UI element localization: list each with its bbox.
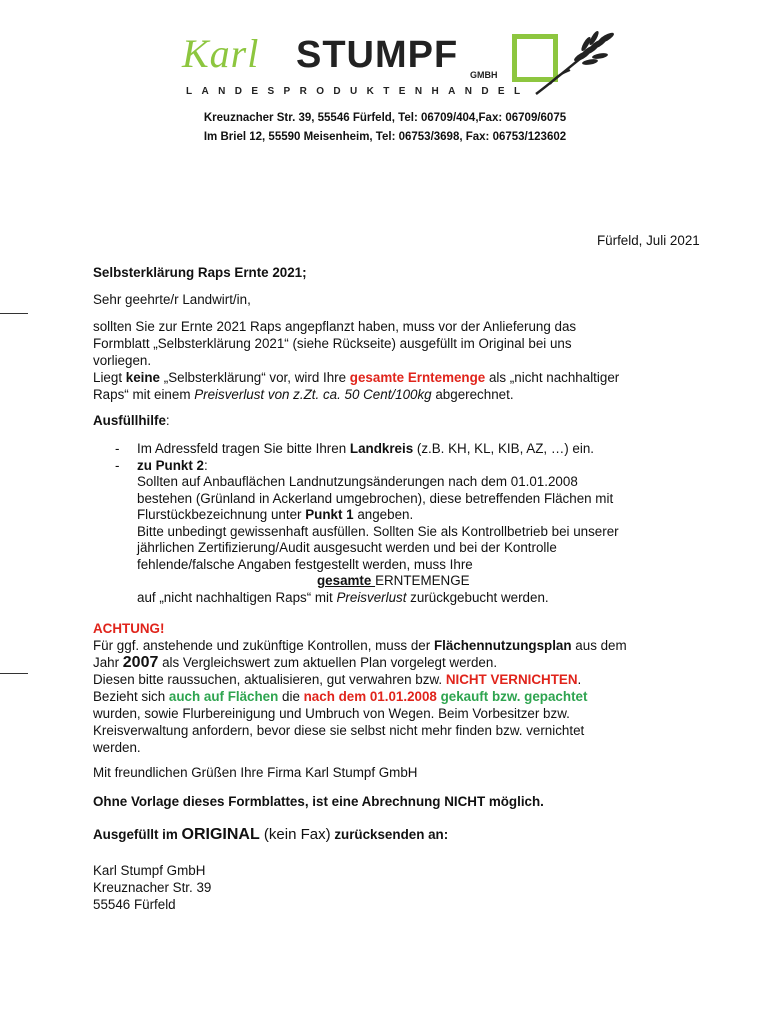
address-line-2: Im Briel 12, 55590 Meisenheim, Tel: 06753/3698, Fax: 06753/123602 [203,131,567,143]
letter-date: Fürfeld, Juli 2021 [597,233,700,248]
warning-line: Kreisverwaltung anfordern, bevor diese sie selbst nicht mehr finden bzw. vernichtet [93,723,585,738]
warning-title: ACHTUNG! [93,621,165,636]
notice-line: Ohne Vorlage dieses Formblattes, ist eine Abrechnung NICHT möglich. [93,794,544,809]
help-line: bestehen (Grünland in Ackerland umgebrochen), diese betreffenden Flächen mit [137,490,614,506]
warning-section [93,620,627,756]
recipient-name: Karl Stumpf GmbH [93,863,206,878]
warning-line: wurden, sowie Flurbereinigung und Umbruch von Wegen. Beim Vorbesitzer bzw. [93,706,570,721]
intro-line: Formblatt „Selbsterklärung 2021“ (siehe Rückseite) ausgefüllt im Original bei uns [93,336,572,351]
logo-script-text: Karl [182,31,260,76]
intro-line: Raps“ mit einem Preisverlust von z.Zt. ca. 50 Cent/100kg abgerechnet. [93,387,514,402]
help-bullet-2: - zu Punkt 2: [115,457,208,473]
bullet-dash: - [115,441,120,456]
intro-line: vorliegen. [93,353,152,368]
warning-line: werden. [93,740,141,755]
company-logo [180,22,640,102]
help-bullet-2-body [93,474,733,573]
intro-line: Liegt keine „Selbsterklärung“ vor, wird Ihre gesamte Erntemenge als „nicht nachhaltiger [93,370,620,385]
logo-wordmark: STUMPF [296,34,459,76]
help-list [93,441,733,606]
help-line-final: auf „nicht nachhaltigen Raps“ mit Preisverlust zurückgebucht werden. [137,589,549,605]
wheat-icon [530,26,620,98]
warning-line: Diesen bitte raussuchen, aktualisieren, gut verwahren bzw. NICHT VERNICHTEN. [93,672,582,687]
logo-gmbh: GMBH [470,70,498,80]
help-line: Flurstückbezeichnung unter Punkt 1 angeben. [137,507,414,522]
warning-line: Jahr 2007 als Vergleichswert zum aktuellen Plan vorgelegt werden. [93,654,498,671]
salutation: Sehr geehrte/r Landwirt/in, [93,292,251,307]
closing-line: Mit freundlichen Grüßen Ihre Firma Karl Stumpf GmbH [93,765,418,780]
letter-subject: Selbsterklärung Raps Ernte 2021; [93,265,307,280]
warning-line: Bezieht sich auch auf Flächen die nach dem 01.01.2008 gekauft bzw. gepachtet [93,689,588,704]
recipient-street: Kreuznacher Str. 39 [93,880,212,895]
address-line-1: Kreuznacher Str. 39, 55546 Fürfeld, Tel: 06709/404,Fax: 06709/6075 [203,112,567,124]
help-bullet-1: - Im Adressfeld tragen Sie bitte Ihren Landkreis (z.B. KH, KL, KIB, AZ, …) ein. [115,441,594,456]
return-instruction: Ausgefüllt im ORIGINAL (kein Fax) zurücksenden an: [93,826,449,843]
help-line: fehlende/falsche Angaben festgestellt werden, muss Ihre [137,556,473,572]
help-line: Bitte unbedingt gewissenhaft ausfüllen. Sollten Sie als Kontrollbetrieb bei unserer [137,523,619,539]
logo-tagline: LANDESPRODUKTENHANDEL [186,86,530,97]
help-line: Sollten auf Anbauflächen Landnutzungsänderungen nach dem 01.01.2008 [137,474,578,489]
recipient-city: 55546 Fürfeld [93,897,176,912]
intro-line: sollten Sie zur Ernte 2021 Raps angepflanzt haben, muss vor der Anlieferung das [93,319,577,334]
help-line-erntemenge: gesamte ERNTEMENGE [317,573,470,588]
intro-paragraph [93,318,619,403]
bullet-dash: - [115,457,120,473]
fold-mark-top [0,313,28,314]
fold-mark-bottom [0,673,28,674]
help-title: Ausfüllhilfe: [93,413,170,428]
warning-line: Für ggf. anstehende und zukünftige Kontrollen, muss der Flächennutzungsplan aus dem [93,638,627,653]
help-line: jährlichen Zertifizierung/Audit ausgesucht werden und bei der Kontrolle [137,540,557,555]
recipient-address [93,862,211,913]
